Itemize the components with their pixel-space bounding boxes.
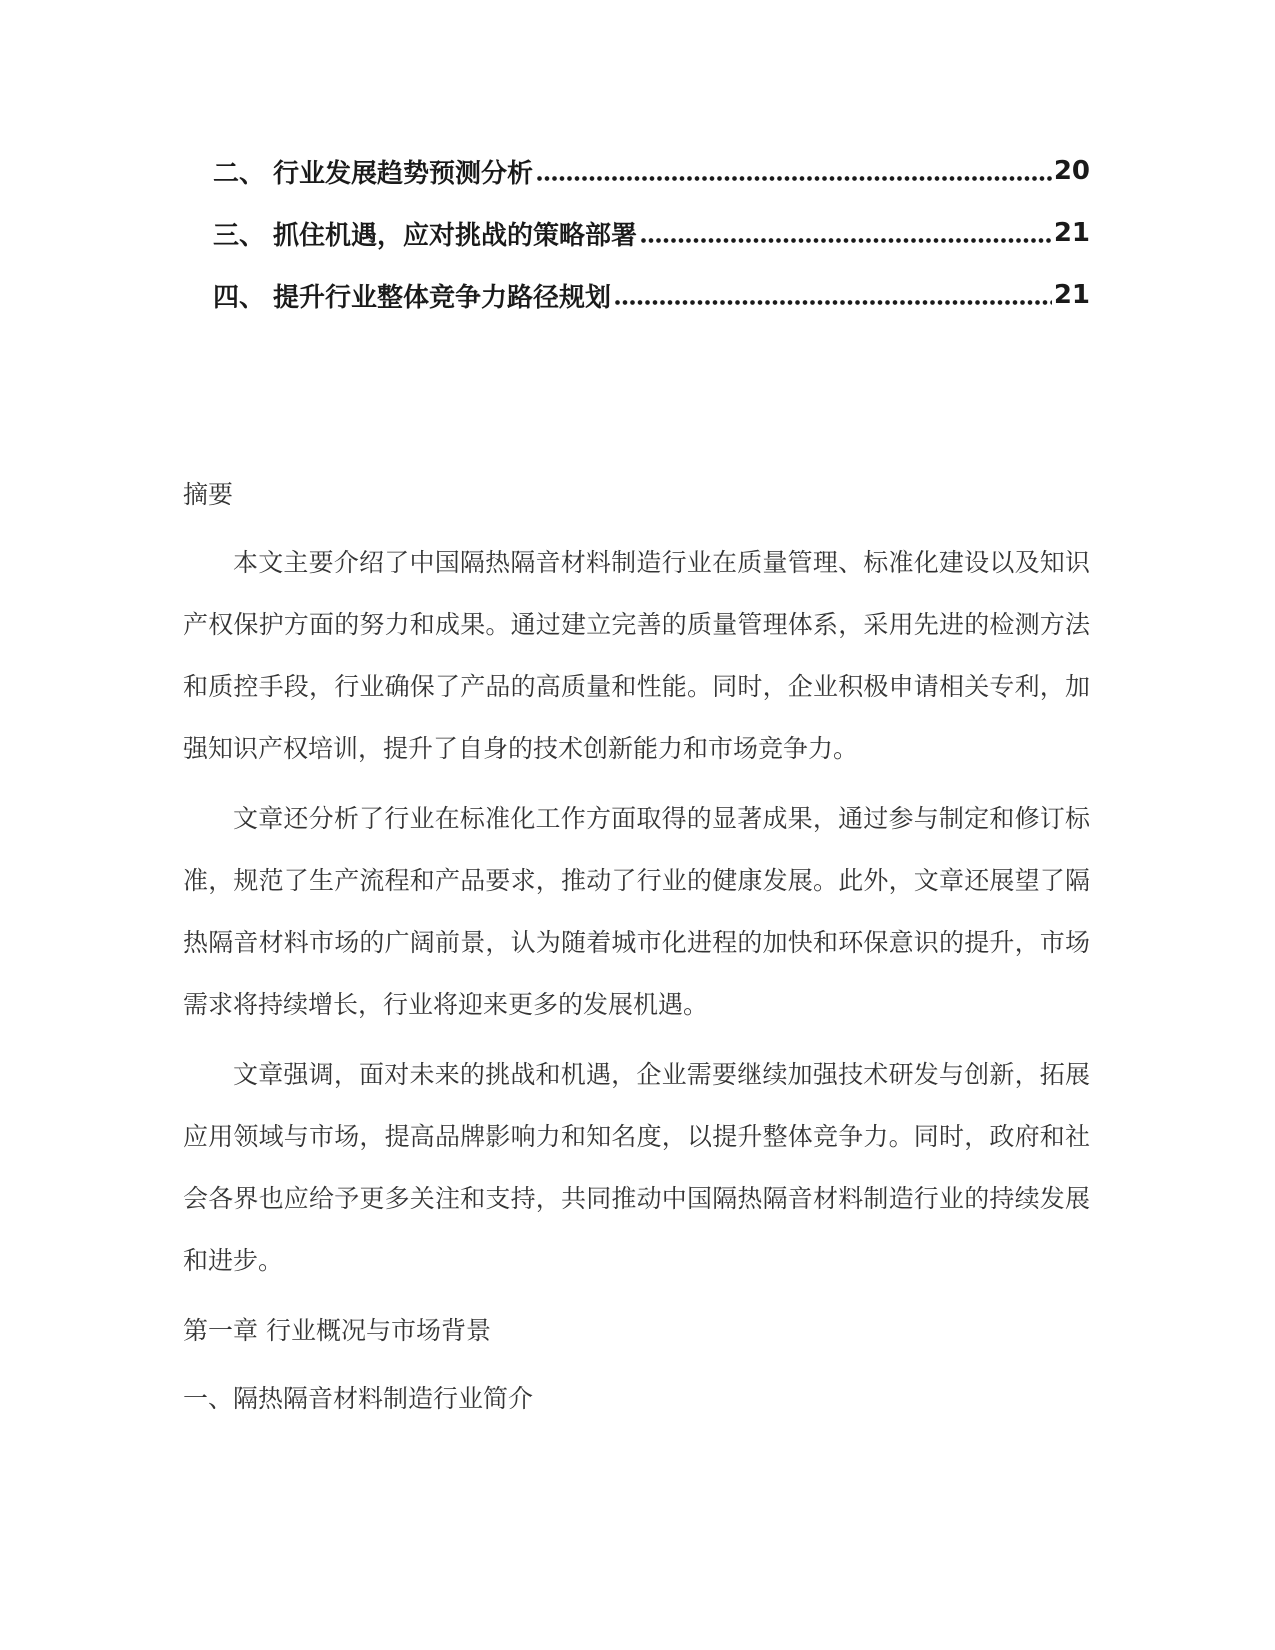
- toc-page-number: 21: [1053, 218, 1090, 248]
- toc-page-number: 20: [1053, 156, 1090, 186]
- toc-entry-number: 二、: [213, 158, 266, 189]
- toc-entry-number: 四、: [213, 282, 266, 313]
- abstract-paragraph: 文章强调，面对未来的挑战和机遇，企业需要继续加强技术研发与创新，拓展应用领域与市场，提高品牌影响力和知名度，以提升整体竞争力。同时，政府和社会各界也应给予更多关注和支持，共同推动中国隔热隔音材料制造行业的持续发展和进步。: [183, 1060, 1090, 1275]
- toc-entry-number: 三、: [213, 220, 266, 251]
- abstract-heading: 摘要: [183, 480, 234, 509]
- abstract-paragraph: 本文主要介绍了中国隔热隔音材料制造行业在质量管理、标准化建设以及知识产权保护方面的努力和成果。通过建立完善的质量管理体系，采用先进的检测方法和质控手段，行业确保了产品的高质量和性能。同时，企业积极申请相关专利，加强知识产权培训，提升了自身的技术创新能力和市场竞争力。: [183, 548, 1090, 763]
- abstract-paragraph: 文章还分析了行业在标准化工作方面取得的显著成果，通过参与制定和修订标准，规范了生产流程和产品要求，推动了行业的健康发展。此外，文章还展望了隔热隔音材料市场的广阔前景，认为随着城市化进程的加快和环保意识的提升，市场需求将持续增长，行业将迎来更多的发展机遇。: [183, 804, 1090, 1019]
- toc-leader-dots: [537, 176, 1052, 181]
- toc-leader-dots: [641, 238, 1052, 243]
- toc-entry[interactable]: [213, 140, 1090, 202]
- toc-entry-label: 行业发展趋势预测分析: [273, 158, 534, 189]
- chapter-heading: 第一章 行业概况与市场背景: [183, 1316, 491, 1345]
- toc-leader-dots: [615, 300, 1052, 305]
- toc-entry-label: 抓住机遇，应对挑战的策略部署: [273, 220, 638, 251]
- toc-entry[interactable]: [213, 202, 1090, 264]
- abstract-section: [183, 464, 1090, 1292]
- section-heading: 一、隔热隔音材料制造行业简介: [183, 1384, 534, 1413]
- table-of-contents: [183, 0, 1090, 326]
- toc-page-number: 21: [1053, 280, 1090, 310]
- toc-entry[interactable]: [213, 264, 1090, 326]
- toc-entry-label: 提升行业整体竞争力路径规划: [273, 282, 612, 313]
